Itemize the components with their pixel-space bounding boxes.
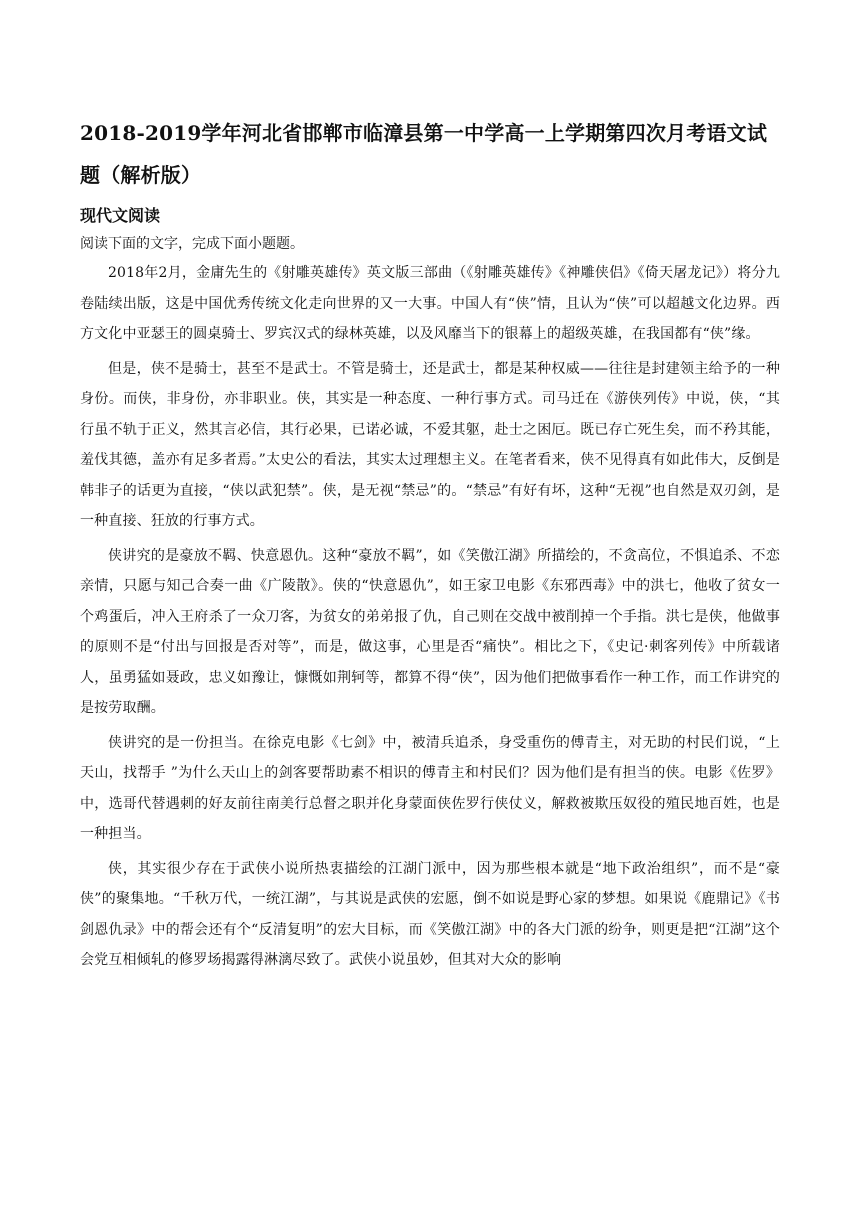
paragraph-3: 侠讲究的是豪放不羁、快意恩仇。这种“豪放不羁”，如《笑傲江湖》所描绘的，不贪高位，不惧追杀、不恋亲情，只愿与知己合奏一曲《广陵散》。侠的“快意恩仇”，如王家卫电影《东邪西毒》中的洪七，他收了贫女一个鸡蛋后，冲入王府杀了一众刀客，为贫女的弟弟报了仇，自己则在交战中被削掉一个手指。洪七是侠，他做事的原则不是“付出与回报是否对等”，而是，做这事，心里是否“痛快”。相比之下，《史记·刺客列传》中所载诸人，虽勇猛如聂政，忠义如豫让，慷慨如荆轲等，都算不得“侠”，因为他们把做事看作一种工作，而工作讲究的是按劳取酬。: [80, 547, 780, 716]
paragraph-2: 但是，侠不是骑士，甚至不是武士。不管是骑士，还是武士，都是某种权威——往往是封建领主给予的一种身份。而侠，非身份，亦非职业。侠，其实是一种态度、一种行事方式。司马迁在《游侠列传》中说，侠，“其行虽不轨于正义，然其言必信，其行必果，已诺必诚，不爱其躯，赴士之困厄。既已存亡死生矣，而不矜其能，羞伐其德，盖亦有足多者焉。”太史公的看法，其实太过理想主义。在笔者看来，侠不见得真有如此伟大，反倒是韩非子的话更为直接，“侠以武犯禁”。侠，是无视“禁忌”的。“禁忌”有好有坏，这种“无视”也自然是双刃剑，是一种直接、狂放的行事方式。: [80, 360, 780, 529]
paragraph-5: 侠，其实很少存在于武侠小说所热衷描绘的江湖门派中，因为那些根本就是“地下政治组织”，而不是“豪侠”的聚集地。“千秋万代，一统江湖”，与其说是武侠的宏愿，倒不如说是野心家的梦想。如果说《鹿鼎记》《书剑恩仇录》中的帮会还有个“反清复明”的宏大目标，而《笑傲江湖》中的各大门派的纷争，则更是把“江湖”这个会党互相倾轧的修罗场揭露得淋漓尽致了。武侠小说虽妙，但其对大众的影响: [80, 860, 780, 968]
section-heading: 现代文阅读: [80, 206, 161, 225]
reading-instruction: 阅读下面的文字，完成下面小题题。: [80, 236, 304, 252]
paragraph-4: 侠讲究的是一份担当。在徐克电影《七剑》中，被清兵追杀，身受重伤的傅青主，对无助的村民们说，“上天山，找帮手 ”为什么天山上的剑客要帮助素不相识的傅青主和村民们？因为他们是有担当的侠。电影《佐罗》中，选哥代替遇刺的好友前往南美行总督之职并化身蒙面侠佐罗行侠仗义，解救被欺压奴役的殖民地百姓，也是一种担当。: [80, 734, 780, 842]
document-body: [80, 112, 780, 976]
document-title: 2018-2019学年河北省邯郸市临漳县第一中学高一上学期第四次月考语文试题（解析版）: [80, 121, 768, 187]
paragraph-1: 2018年2月，金庸先生的《射雕英雄传》英文版三部曲（《射雕英雄传》《神雕侠侣》《倚天屠龙记》）将分九卷陆续出版，这是中国优秀传统文化走向世界的又一大事。中国人有“侠”情，且认为“侠”可以超越文化边界。西方文化中亚瑟王的圆桌骑士、罗宾汉式的绿林英雄，以及风靡当下的银幕上的超级英雄，在我国都有“侠”缘。: [80, 265, 780, 342]
